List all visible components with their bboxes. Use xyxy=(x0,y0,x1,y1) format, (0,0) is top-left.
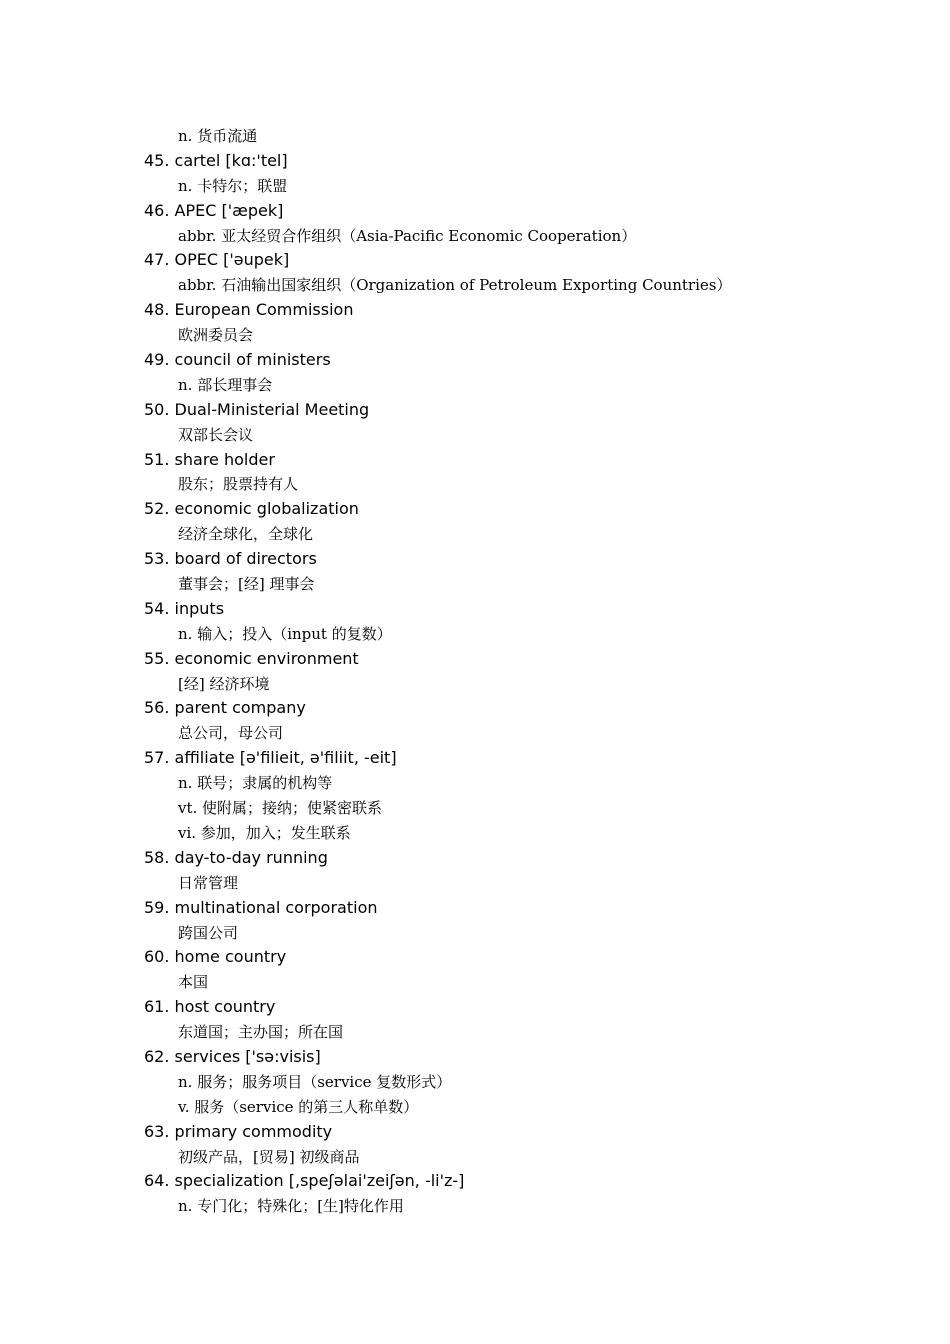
list-item xyxy=(144,497,934,547)
list-item xyxy=(144,896,934,946)
definition-text: 经济全球化，全球化 xyxy=(178,525,314,544)
entry-definition xyxy=(144,821,934,846)
entry-definition xyxy=(144,970,934,995)
definition-text: 初级产品，[贸易] 初级商品 xyxy=(178,1147,360,1166)
list-item xyxy=(144,448,934,498)
entry-definition xyxy=(144,1070,934,1095)
definition-text: 股东；股票持有人 xyxy=(178,475,299,494)
definition-text: 双部长会议 xyxy=(178,425,254,444)
definition-text: vi. 参加，加入；发生联系 xyxy=(178,823,351,842)
entry-term: 62. services ['sə:visis] xyxy=(144,1046,321,1066)
entry-definition xyxy=(144,224,934,249)
entry-definition xyxy=(144,1145,934,1170)
entry-term: 52. economic globalization xyxy=(144,499,359,519)
list-item xyxy=(144,248,934,298)
list-item xyxy=(144,945,934,995)
list-item xyxy=(144,298,934,348)
entry-term: 53. board of directors xyxy=(144,549,317,569)
definition-text: 董事会；[经] 理事会 xyxy=(178,575,315,594)
list-item xyxy=(144,547,934,597)
definition-text: n. 货币流通 xyxy=(178,127,258,145)
entry-term: 48. European Commission xyxy=(144,300,354,320)
entry-term: 60. home country xyxy=(144,947,287,967)
definition-text: n. 服务；服务项目（service 复数形式） xyxy=(178,1072,452,1091)
entry-term: 51. share holder xyxy=(144,449,275,469)
definition-text: 跨国公司 xyxy=(178,923,239,942)
entry-definition xyxy=(144,572,934,597)
list-item xyxy=(144,746,934,846)
entry-definition xyxy=(144,1095,934,1120)
list-item xyxy=(144,647,934,697)
list-item xyxy=(144,199,934,249)
entry-definition xyxy=(144,174,934,199)
entry-term: 50. Dual-Ministerial Meeting xyxy=(144,399,370,419)
list-item xyxy=(144,398,934,448)
definition-text: abbr. 亚太经贸合作组织（Asia-Pacific Economic Cooperation） xyxy=(178,226,637,245)
entry-definition xyxy=(144,472,934,497)
definition-text: n. 专门化；特殊化；[生]特化作用 xyxy=(178,1197,404,1216)
vocabulary-list xyxy=(144,149,934,1219)
definition-text: 欧洲委员会 xyxy=(178,326,254,345)
entry-definition xyxy=(144,1194,934,1219)
definition-text: n. 输入；投入（input 的复数） xyxy=(178,624,392,643)
entry-term: 55. economic environment xyxy=(144,648,359,668)
entry-term: 54. inputs xyxy=(144,598,225,618)
definition-text: n. 联号；隶属的机构等 xyxy=(178,774,333,793)
entry-term: 63. primary commodity xyxy=(144,1121,333,1141)
list-item xyxy=(144,696,934,746)
entry-term: 61. host country xyxy=(144,997,276,1017)
list-item xyxy=(144,995,934,1045)
entry-term: 45. cartel [kɑ:'tel] xyxy=(144,150,288,170)
entry-definition xyxy=(144,771,934,796)
definition-text: vt. 使附属；接纳；使紧密联系 xyxy=(178,799,383,818)
entry-definition xyxy=(144,323,934,348)
entry-definition xyxy=(144,921,934,946)
entry-term: 47. OPEC ['əupek] xyxy=(144,250,290,270)
document-page xyxy=(144,124,934,1219)
entry-definition xyxy=(144,273,934,298)
definition-text: n. 卡特尔；联盟 xyxy=(178,176,288,195)
definition-text: 东道国；主办国；所在国 xyxy=(178,1023,344,1042)
entry-term: 46. APEC ['æpek] xyxy=(144,200,284,220)
entry-definition xyxy=(144,871,934,896)
definition-text: [经] 经济环境 xyxy=(178,674,270,693)
definition-text: n. 部长理事会 xyxy=(178,375,273,394)
entry-definition xyxy=(144,423,934,448)
entry-term: 59. multinational corporation xyxy=(144,897,378,917)
entry-definition xyxy=(144,522,934,547)
list-item xyxy=(144,1120,934,1170)
entry-definition xyxy=(144,672,934,697)
list-item xyxy=(144,1169,934,1219)
entry-term: 58. day-to-day running xyxy=(144,847,328,867)
list-item xyxy=(144,149,934,199)
list-item xyxy=(144,1045,934,1120)
entry-definition xyxy=(144,796,934,821)
entry-term: 49. council of ministers xyxy=(144,350,331,370)
list-item xyxy=(144,597,934,647)
entry-definition xyxy=(144,373,934,398)
entry-definition xyxy=(144,721,934,746)
definition-text: 总公司，母公司 xyxy=(178,724,284,743)
entry-definition xyxy=(144,622,934,647)
list-item xyxy=(144,348,934,398)
lead-definition xyxy=(144,124,934,149)
entry-term: 64. specialization [,speʃəlai'zeiʃən, -li'z-] xyxy=(144,1171,465,1191)
entry-term: 56. parent company xyxy=(144,698,306,718)
definition-text: 本国 xyxy=(178,973,209,992)
definition-text: abbr. 石油输出国家组织（Organization of Petroleum Exporting Countries） xyxy=(178,276,732,295)
definition-text: 日常管理 xyxy=(178,873,239,892)
entry-term: 57. affiliate [ə'filieit, ə'filiit, -eit] xyxy=(144,748,397,768)
list-item xyxy=(144,846,934,896)
entry-definition xyxy=(144,1020,934,1045)
definition-text: v. 服务（service 的第三人称单数） xyxy=(178,1097,419,1116)
